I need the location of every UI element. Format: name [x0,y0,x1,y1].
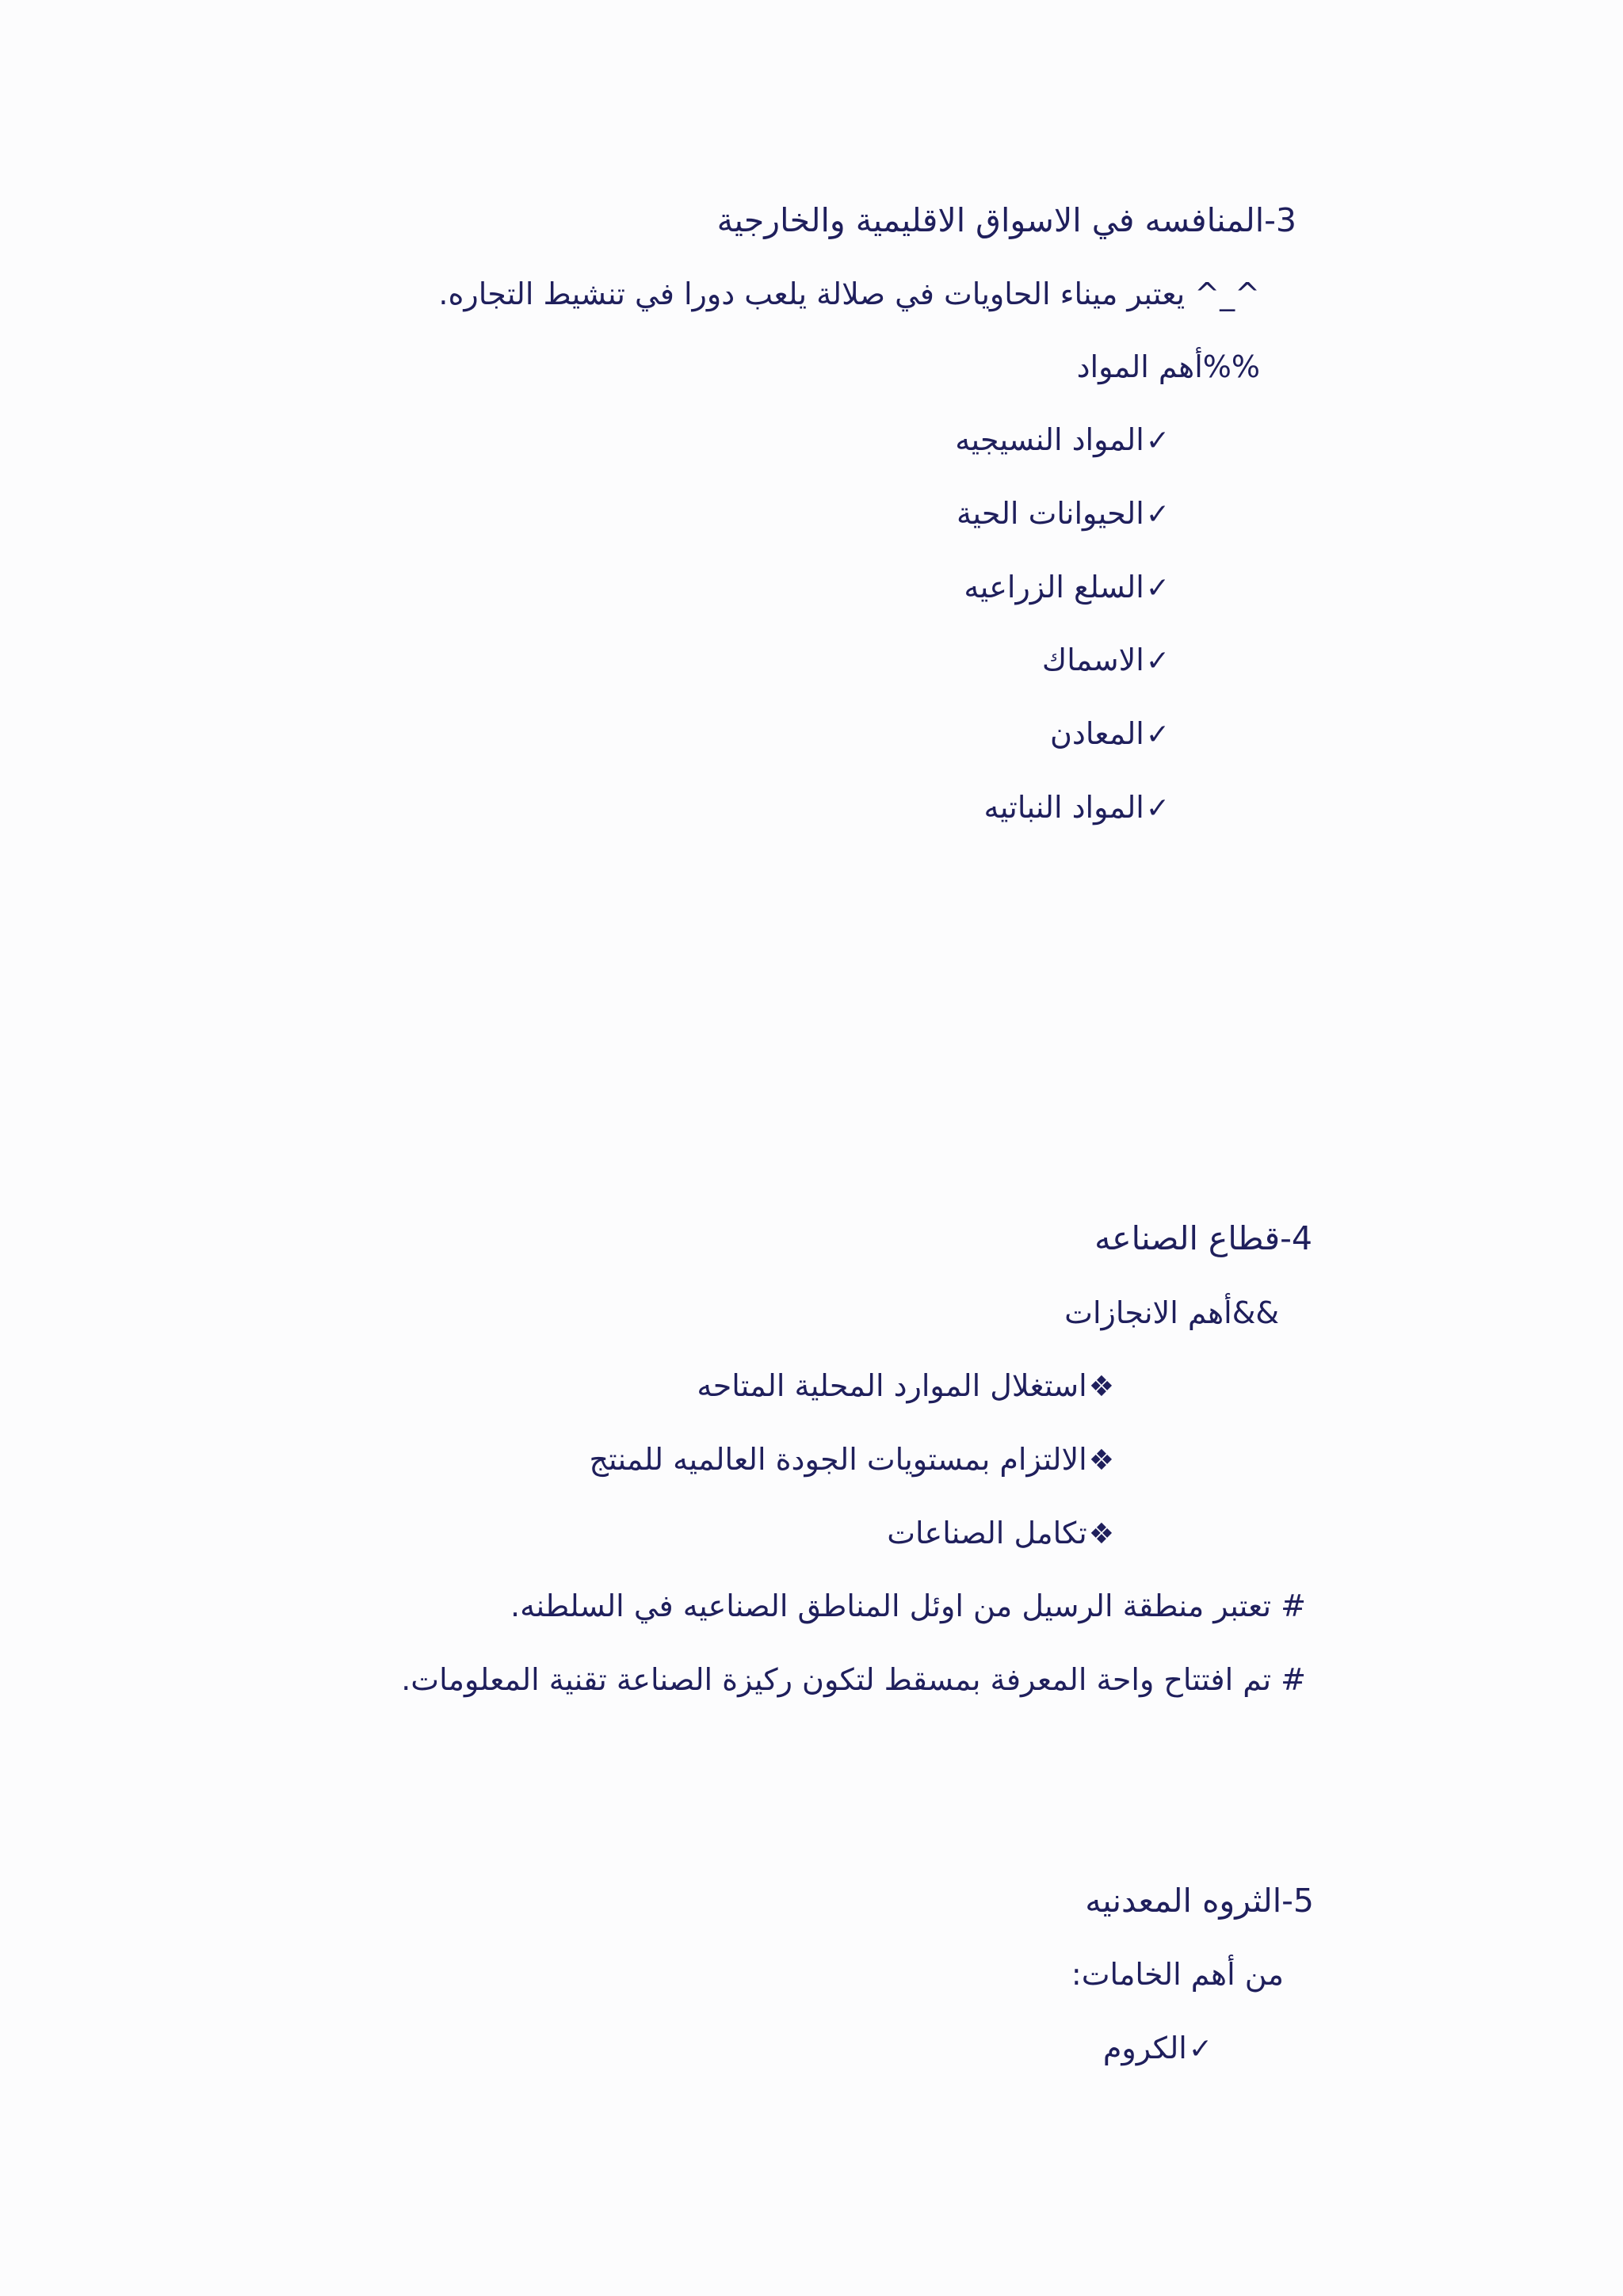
checkmark-icon: ✓ [1188,2033,1212,2065]
checkmark-icon: ✓ [1145,645,1170,677]
list-item [1050,714,1170,755]
section-4-heading: 4-قطاع الصناعه [1094,1219,1312,1257]
list-item [1042,640,1170,681]
list-item-label: تكامل الصناعات [887,1516,1087,1550]
diamond-bullet-icon: ❖ [1088,1371,1114,1403]
list-item [955,420,1170,461]
list-item-label: المواد النباتيه [983,790,1144,825]
list-item [697,1366,1114,1407]
checkmark-icon: ✓ [1145,792,1170,825]
section-5-heading: 5-الثروه المعدنيه [1085,1882,1314,1920]
list-item-label: المواد النسيجيه [955,422,1144,457]
list-item-label: استغلال الموارد المحلية المتاحه [697,1368,1087,1403]
diamond-bullet-icon: ❖ [1088,1444,1114,1477]
list-item [983,788,1170,829]
list-item [957,494,1170,535]
checkmark-icon: ✓ [1145,572,1170,605]
list-item-label: السلع الزراعيه [964,570,1144,605]
checkmark-icon: ✓ [1145,498,1170,531]
list-item-label: الكروم [1102,2031,1187,2065]
list-item [887,1513,1114,1554]
list-item [589,1440,1114,1481]
list-item-label: الحيوانات الحية [956,496,1144,531]
checkmark-icon: ✓ [1145,719,1170,751]
list-item [1103,2028,1212,2069]
list-item [964,567,1170,608]
section-4-subheading: &&أهم الانجازات [1064,1295,1279,1330]
list-item-label: الاسماك [1041,643,1144,677]
checkmark-icon: ✓ [1145,425,1170,457]
diamond-bullet-icon: ❖ [1088,1518,1114,1550]
section-5-subheading: من أهم الخامات: [1071,1957,1284,1992]
section-3-heading: 3-المنافسه في الاسواق الاقليمية والخارجية [716,201,1296,239]
section-3-subheading: %%أهم المواد [1076,349,1260,384]
list-item-label: الالتزام بمستويات الجودة العالميه للمنتج [589,1442,1087,1477]
section-4-note: # تعتبر منطقة الرسيل من اوئل المناطق الصناعيه في السلطنه. [510,1589,1306,1623]
section-3-note: ^_^ يعتبر ميناء الحاويات في صلالة يلعب دورا في تنشيط التجاره. [438,277,1260,311]
section-4-note: # تم افتتاح واحة المعرفة بمسقط لتكون ركيزة الصناعة تقنية المعلومات. [401,1662,1306,1697]
list-item-label: المعادن [1049,716,1144,751]
